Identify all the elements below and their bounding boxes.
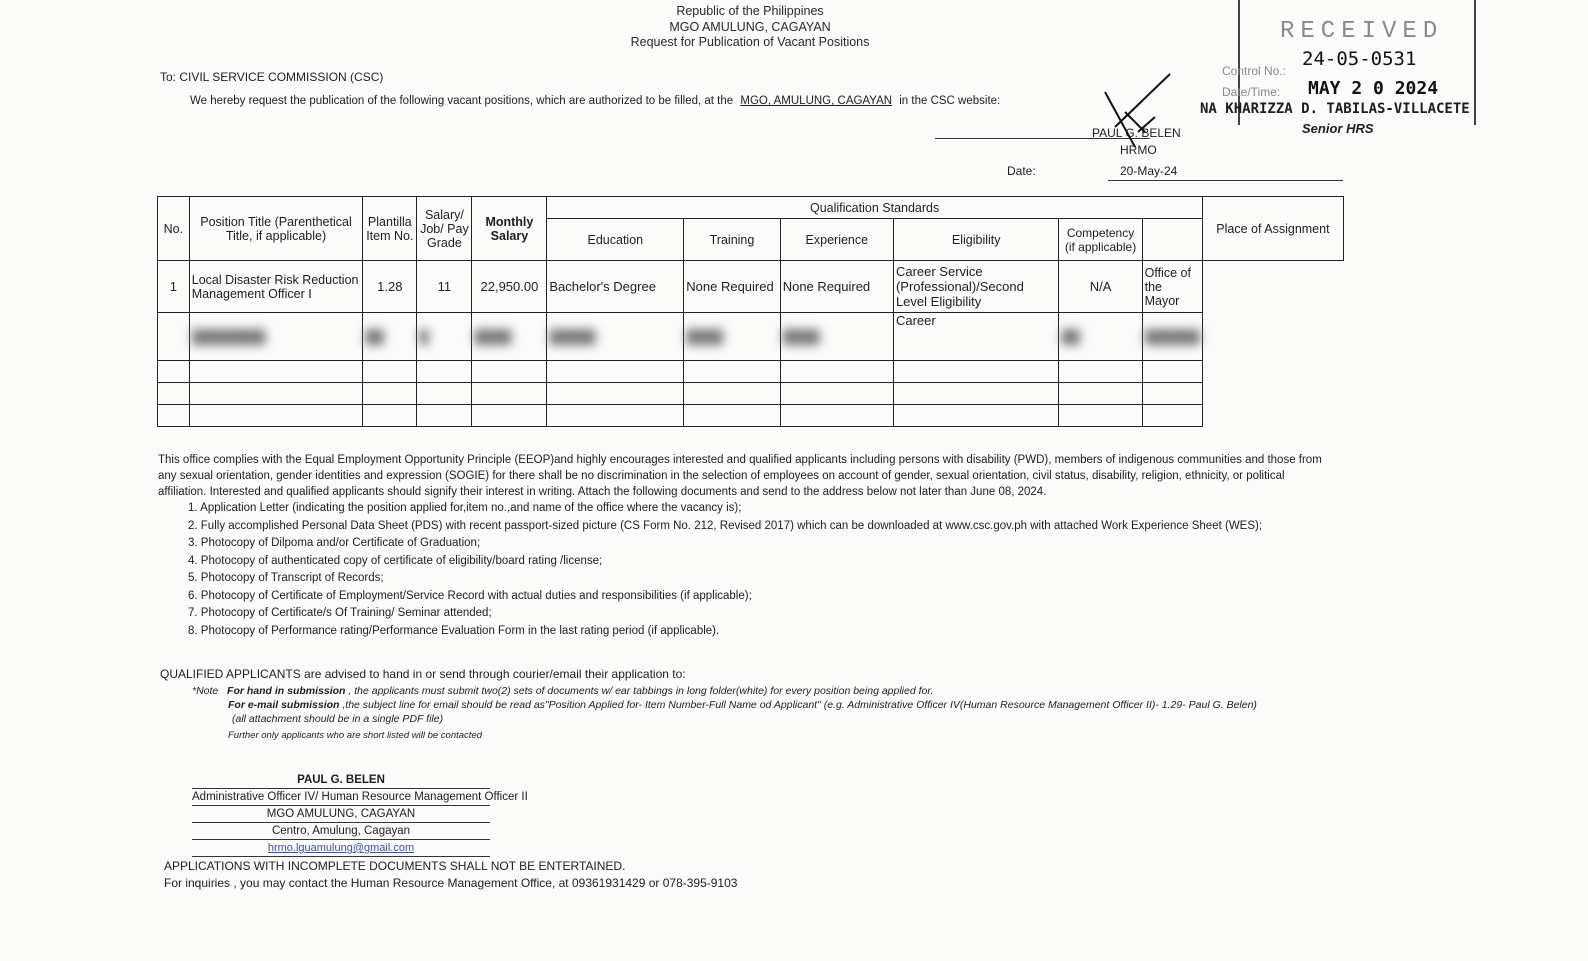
list-item: 7. Photocopy of Certificate/s Of Training/ Seminar attended; bbox=[188, 607, 492, 619]
note-label: *Note bbox=[192, 685, 219, 697]
col-competency: Competency (if applicable) bbox=[1059, 219, 1142, 261]
qualified-applicants-text: QUALIFIED APPLICANTS are advised to hand in or send through courier/email their application to: bbox=[160, 667, 686, 681]
republic-line: Republic of the Philippines bbox=[676, 4, 824, 18]
receiver-name: NA KHARIZZA D. TABILAS-VILLACETE bbox=[1200, 101, 1470, 117]
col-education: Education bbox=[547, 219, 684, 261]
col-place: Place of Assignment bbox=[1202, 197, 1343, 261]
submission-notes bbox=[192, 684, 1342, 743]
office-line: MGO AMULUNG, CAGAYAN bbox=[669, 19, 831, 34]
request-text-before: We hereby request the publication of the following vacant positions, which are authorized to be filled, at the bbox=[190, 95, 734, 107]
request-agency: MGO, AMULUNG, CAGAYAN bbox=[740, 95, 893, 107]
contact-name: PAUL G. BELEN bbox=[192, 772, 490, 789]
col-position: Position Title (Parenthetical Title, if applicable) bbox=[189, 197, 363, 261]
vacancy-table bbox=[157, 196, 1344, 427]
date-value: 20-May-24 bbox=[1120, 164, 1178, 178]
row-training: None Required bbox=[684, 261, 780, 313]
row-grade: 11 bbox=[417, 261, 472, 313]
receiver-title: Senior HRS bbox=[1302, 121, 1374, 136]
row-position: Local Disaster Risk Reduction Management Officer I bbox=[189, 261, 363, 313]
row-place: Office of the Mayor bbox=[1142, 261, 1202, 313]
incomplete-warning: APPLICATIONS WITH INCOMPLETE DOCUMENTS SHALL NOT BE ENTERTAINED. bbox=[164, 859, 626, 873]
control-no-label: Control No.: bbox=[1222, 64, 1287, 78]
hand-submission-note bbox=[192, 684, 1342, 698]
list-item: 1. Application Letter (indicating the position applied for,item no.,and name of the office where the vacancy is); bbox=[188, 502, 742, 514]
datetime-value: MAY 2 0 2024 bbox=[1308, 78, 1439, 99]
table-row-empty bbox=[158, 361, 1344, 383]
contact-block bbox=[192, 772, 528, 857]
list-item: 4. Photocopy of authenticated copy of certificate of eligibility/board rating /license; bbox=[188, 554, 603, 567]
signatory-title: HRMO bbox=[1120, 143, 1157, 157]
datetime-label: Date/Time: bbox=[1222, 85, 1281, 99]
row-education: Bachelor's Degree bbox=[547, 261, 684, 313]
inquiries-text: For inquiries , you may contact the Human Resource Management Office, at 09361931429 or 078-395-9103 bbox=[164, 876, 738, 890]
document-header bbox=[560, 4, 940, 51]
row-item: 1.28 bbox=[363, 261, 417, 313]
table-row-empty bbox=[158, 405, 1344, 427]
contact-office: MGO AMULUNG, CAGAYAN bbox=[192, 806, 490, 823]
hand-submission-text: , the applicants must submit two(2) sets of documents w/ ear tabbings in long folder(white) for every position being applied for. bbox=[348, 685, 934, 697]
col-qualification-standards: Qualification Standards bbox=[547, 197, 1202, 219]
table-row bbox=[158, 261, 1344, 313]
list-item: 8. Photocopy of Performance rating/Performance Evaluation Form in the last rating period (if applicable). bbox=[188, 624, 720, 637]
col-training: Training bbox=[684, 219, 780, 261]
shortlist-note: Further only applicants who are short listed will be contacted bbox=[228, 730, 482, 741]
email-attachment-note: (all attachment should be in a single PDF file) bbox=[232, 713, 444, 725]
signature-scribble bbox=[1100, 72, 1180, 172]
col-salary: Monthly Salary bbox=[472, 197, 547, 261]
form-title: Request for Publication of Vacant Positions bbox=[630, 35, 870, 49]
request-statement bbox=[190, 95, 1000, 107]
row2-eligibility: Career bbox=[893, 313, 1058, 361]
row-competency: N/A bbox=[1059, 261, 1142, 313]
row-eligibility: Career Service (Professional)/Second Level Eligibility bbox=[893, 261, 1058, 313]
requirements-list bbox=[188, 500, 1318, 640]
date-field bbox=[1108, 162, 1343, 181]
list-item: 3. Photocopy of Dilpoma and/or Certificate of Graduation; bbox=[188, 537, 481, 549]
contact-email-link[interactable]: hrmo.lguamulung@gmail.com bbox=[267, 842, 415, 854]
col-no: No. bbox=[158, 197, 190, 261]
list-item: 2. Fully accomplished Personal Data Sheet (PDS) with recent passport-sized picture (CS Form No. 212, Revised 2017) which can be downloaded at www.csc.gov.ph with attached Work Experience Sheet (WES); bbox=[188, 519, 1263, 532]
email-submission-note bbox=[228, 698, 1342, 712]
addressee: To: CIVIL SERVICE COMMISSION (CSC) bbox=[160, 70, 384, 84]
email-submission-text: ,the subject line for email should be read as"Position Applied for- Item Number-Full Name od Applicant" (e.g. Administrative Officer IV(Human Resource Management Officer II)- 1.29- Paul G. Belen) bbox=[342, 699, 1257, 711]
control-no-value: 24-05-0531 bbox=[1302, 48, 1417, 70]
hand-submission-label: For hand in submission bbox=[227, 685, 346, 697]
col-experience: Experience bbox=[780, 219, 893, 261]
contact-address: Centro, Amulung, Cagayan bbox=[192, 823, 490, 840]
list-item: 6. Photocopy of Certificate of Employment/Service Record with actual duties and responsibilities (if applicable); bbox=[188, 589, 752, 602]
col-item: Plantilla Item No. bbox=[363, 197, 417, 261]
date-label: Date: bbox=[1007, 164, 1036, 178]
row-salary: 22,950.00 bbox=[472, 261, 547, 313]
row-experience: None Required bbox=[780, 261, 893, 313]
table-row-empty bbox=[158, 383, 1344, 405]
row-no: 1 bbox=[158, 261, 190, 313]
contact-position: Administrative Officer IV/ Human Resource Management Officer II bbox=[192, 789, 490, 806]
list-item: 5. Photocopy of Transcript of Records; bbox=[188, 572, 384, 584]
table-row-redacted: ████████ ██ █ ████ █████ ████ ████ Career ██ ██████ bbox=[158, 313, 1344, 361]
col-grade: Salary/ Job/ Pay Grade bbox=[417, 197, 472, 261]
eeop-statement: This office complies with the Equal Employment Opportunity Principle (EEOP)and highly encourages interested and qualified applicants including persons with disability (PWD), members of indigenous communities and those from any sexual orientation, gender identities and expression (SOGIE) for there shall be no discrimination in the selection of employees on account of gender, sexual orientation, civil status, disability, religion, ethnicity, or political affiliation. Interested and qualified applicants should signify their interest in writing. Attach the following documents and send to the address below not later than June 08, 2024. bbox=[158, 454, 1322, 498]
request-text-after: in the CSC website: bbox=[899, 95, 1001, 107]
email-submission-label: For e-mail submission bbox=[228, 699, 340, 711]
col-eligibility: Eligibility bbox=[893, 219, 1058, 261]
signatory-name: PAUL G. BELEN bbox=[1092, 126, 1181, 140]
stamp-title: RECEIVED bbox=[1280, 18, 1444, 45]
